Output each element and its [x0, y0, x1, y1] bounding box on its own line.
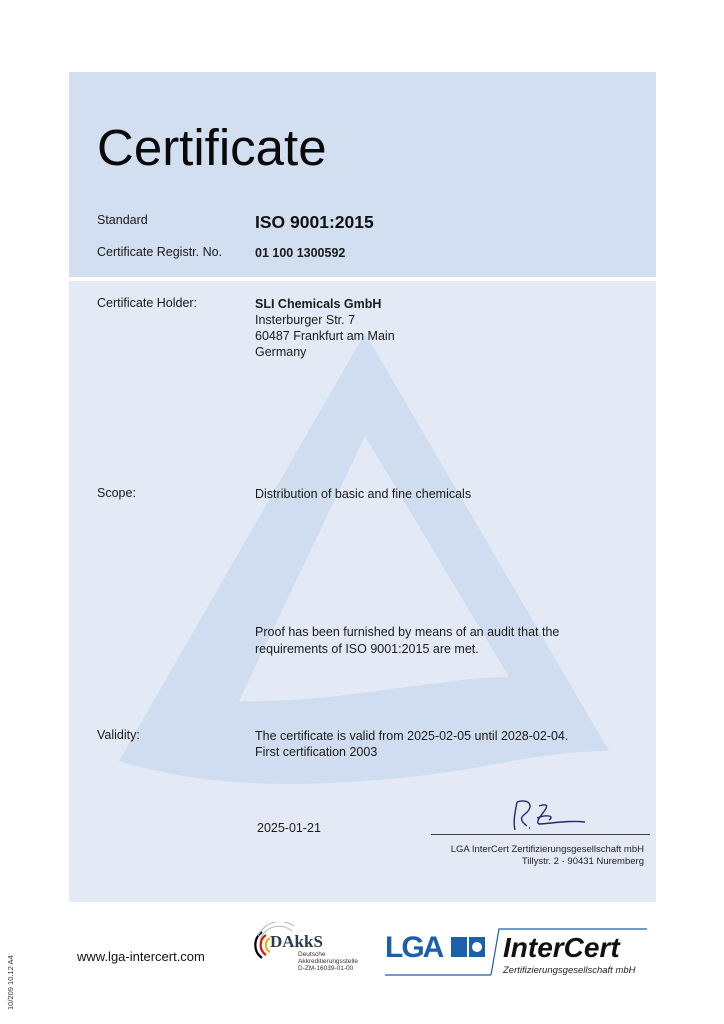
regno-value: 01 100 1300592 [255, 246, 346, 260]
holder-name: SLI Chemicals GmbH [255, 297, 382, 311]
holder-country: Germany [255, 345, 307, 359]
regno-label: Certificate Registr. No. [97, 245, 223, 259]
form-code: 10/209 10.12 A4 [6, 955, 15, 1010]
certificate-title: Certificate [97, 119, 327, 176]
scope-value: Distribution of basic and fine chemicals [255, 487, 472, 501]
intercert-wordmark: InterCert [503, 932, 620, 963]
intercert-subtitle: Zertifizierungsgesellschaft mbH [503, 965, 636, 976]
proof-line-2: requirements of ISO 9001:2015 are met. [255, 642, 479, 656]
signature-icon [505, 796, 595, 834]
dakks-line-3: D-ZM-16039-01-00 [298, 965, 354, 972]
validity-label: Validity: [97, 728, 140, 742]
dakks-logo [248, 922, 378, 972]
issuer-line-1: LGA InterCert Zertifizierungsgesellschaft mbH [450, 844, 644, 855]
website-link[interactable]: www.lga-intercert.com [77, 949, 205, 964]
dakks-line-1: Deutsche [298, 951, 326, 958]
lga-wordmark: LGA [385, 931, 443, 964]
holder-street: Insterburger Str. 7 [255, 313, 356, 327]
validity-line-2: First certification 2003 [255, 745, 378, 759]
issue-date: 2025-01-21 [257, 821, 321, 835]
proof-line-1: Proof has been furnished by means of an audit that the [255, 625, 560, 639]
dakks-line-2: Akkreditierungsstelle [298, 958, 358, 965]
standard-value: ISO 9001:2015 [255, 212, 374, 232]
signature-line [431, 834, 650, 835]
lga-intercert-logo [385, 925, 655, 980]
validity-line-1: The certificate is valid from 2025-02-05 until 2028-02-04. [255, 729, 569, 743]
holder-city: 60487 Frankfurt am Main [255, 329, 395, 343]
dakks-name: DAkkS [270, 932, 323, 951]
holder-label: Certificate Holder: [97, 296, 198, 310]
standard-label: Standard [97, 213, 148, 227]
issuer-line-2: Tillystr. 2 · 90431 Nuremberg [521, 856, 644, 867]
scope-label: Scope: [97, 486, 136, 500]
